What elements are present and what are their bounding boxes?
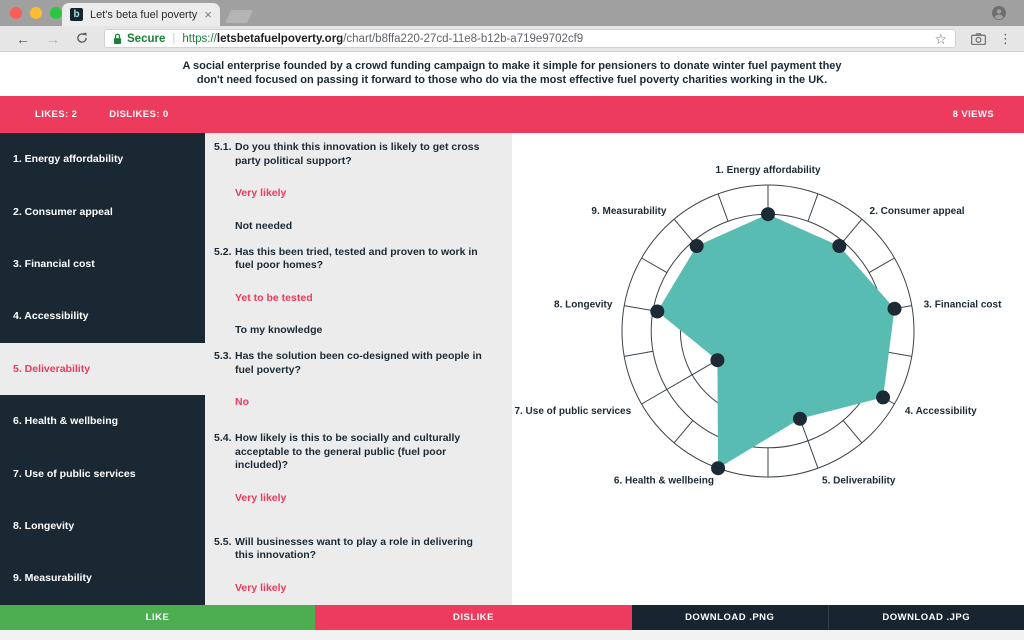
radar-dot — [650, 304, 664, 318]
answer-selected: Very likely — [235, 491, 287, 504]
question-number: 5.2. — [214, 245, 232, 258]
answer-selected: Yet to be tested — [235, 291, 313, 304]
secure-label: Secure — [127, 32, 166, 45]
likes-count: LIKES: 2 — [35, 109, 78, 120]
url-bar[interactable] — [104, 29, 956, 48]
radar-dot — [690, 239, 704, 253]
radar-dot — [710, 353, 724, 367]
sidebar-item-health-wellbeing[interactable]: 6. Health & wellbeing — [13, 415, 119, 428]
question-text: Has the solution been co-designed with people in fuel poverty? — [235, 350, 482, 376]
question-number: 5.1. — [214, 141, 232, 153]
window-close-button[interactable] — [10, 7, 22, 19]
question-number: 5.4. — [214, 432, 232, 445]
tab-title: Let's beta fuel poverty — [90, 8, 198, 21]
question-block — [205, 350, 512, 410]
back-icon[interactable]: ← — [16, 30, 30, 47]
radar-axis-label: 5. Deliverability — [822, 475, 896, 487]
stats-bar — [0, 96, 1024, 133]
question-text: How likely is this to be socially and culturally acceptable to the general public (fuel poor included)? — [235, 432, 461, 472]
questions-panel — [205, 133, 512, 605]
reload-icon[interactable] — [68, 32, 96, 46]
url-divider: | — [172, 32, 176, 45]
action-bar — [0, 605, 1024, 630]
radar-sector-tick — [642, 258, 667, 273]
answer-selected: Very likely — [235, 581, 287, 594]
answer-option: Not needed — [235, 219, 293, 232]
radar-axis-label: 7. Use of public services — [514, 406, 632, 417]
question-text: Do you think this innovation is likely to get cross party political support? — [235, 141, 480, 167]
browser-menu-icon[interactable]: ⋮ — [999, 30, 1012, 46]
radar-axis-label: 2. Consumer appeal — [869, 205, 965, 217]
browser-titlebar — [0, 0, 1024, 26]
radar-sector-tick — [718, 194, 728, 221]
radar-dot — [888, 302, 902, 316]
question-number: 5.5. — [214, 535, 232, 548]
question-block — [205, 536, 512, 596]
sidebar-item-deliverability[interactable]: 5. Deliverability — [0, 343, 205, 395]
site-favicon-icon: b — [70, 8, 83, 21]
tab-close-icon[interactable]: × — [204, 7, 212, 22]
like-button[interactable]: LIKE — [0, 605, 315, 630]
question-text: Will businesses want to play a role in delivering this innovation? — [235, 535, 473, 562]
radar-dot — [711, 461, 725, 475]
answer-option: To my knowledge — [235, 324, 323, 337]
radar-chart — [512, 133, 1024, 605]
sidebar-item-measurability[interactable]: 9. Measurability — [13, 572, 92, 585]
radar-dot — [876, 390, 890, 404]
question-block — [205, 246, 512, 339]
radar-sector-tick — [843, 420, 862, 442]
radar-polygon — [657, 214, 894, 468]
window-zoom-button[interactable] — [50, 7, 62, 19]
radar-axis-label: 4. Accessibility — [904, 406, 977, 417]
sidebar-item-longevity[interactable]: 8. Longevity — [13, 519, 75, 532]
sidebar-item-energy-affordability[interactable]: 1. Energy affordability — [13, 153, 124, 166]
radar-axis-label: 1. Energy affordability — [715, 165, 821, 176]
sidebar-item-public-services[interactable]: 7. Use of public services — [13, 467, 136, 480]
radar-axis-label: 8. Longevity — [554, 299, 613, 311]
radar-axis-label: 3. Financial cost — [923, 299, 1002, 311]
download-png-button[interactable]: DOWNLOAD .PNG — [632, 605, 828, 630]
answer-selected: Very likely — [235, 187, 287, 200]
site-description-line2: don't need focused on passing it forward to those who do via the most effective fuel poverty charities working in the UK. — [196, 74, 828, 86]
sidebar-item-accessibility[interactable]: 4. Accessibility — [13, 310, 89, 323]
dislikes-count: DISLIKES: 0 — [109, 109, 169, 120]
sidebar-item-consumer-appeal[interactable]: 2. Consumer appeal — [13, 205, 113, 218]
question-text: Has this been tried, tested and proven to work in fuel poor homes? — [235, 245, 478, 272]
forward-icon: → — [46, 30, 60, 47]
sidebar — [0, 133, 205, 605]
padlock-icon — [113, 33, 122, 45]
radar-sector-tick — [624, 351, 653, 356]
dislike-button[interactable]: DISLIKE — [315, 605, 632, 630]
answer-selected: No — [235, 396, 249, 409]
url-domain: letsbetafuelpoverty.org — [216, 32, 344, 45]
camera-extension-icon[interactable] — [964, 33, 993, 45]
browser-toolbar — [0, 26, 1024, 52]
radar-dot — [832, 239, 846, 253]
views-count: 8 VIEWS — [952, 109, 994, 120]
radar-sector-tick — [808, 194, 818, 221]
site-description — [0, 52, 1024, 96]
url-scheme: https:// — [182, 32, 217, 45]
url-path: /chart/b8ffa220-27cd-11e8-b12b-a719e9702cf9 — [343, 32, 584, 45]
site-description-line1: A social enterprise founded by a crowd funding campaign to make it simple for pensioners to donate winter fuel payment they — [182, 60, 842, 72]
chart-panel — [512, 133, 1024, 605]
radar-axis-label: 9. Measurability — [591, 205, 667, 217]
main-content — [0, 133, 1024, 605]
new-tab-button[interactable] — [225, 10, 253, 23]
profile-icon[interactable] — [992, 6, 1006, 25]
radar-sector-tick — [869, 258, 894, 273]
question-number: 5.3. — [214, 350, 232, 363]
bottom-strip — [0, 630, 1024, 640]
question-block — [205, 432, 512, 506]
radar-dot — [793, 412, 807, 426]
sidebar-item-financial-cost[interactable]: 3. Financial cost — [13, 257, 95, 270]
browser-tab[interactable] — [62, 3, 220, 26]
radar-axis-label: 6. Health & wellbeing — [613, 475, 714, 487]
download-jpg-button[interactable]: DOWNLOAD .JPG — [828, 605, 1024, 630]
radar-dot — [761, 207, 775, 221]
window-minimize-button[interactable] — [30, 7, 42, 19]
bookmark-star-icon[interactable]: ☆ — [934, 30, 947, 47]
traffic-lights — [10, 7, 62, 19]
radar-sector-tick — [674, 420, 693, 442]
question-block — [205, 141, 512, 234]
